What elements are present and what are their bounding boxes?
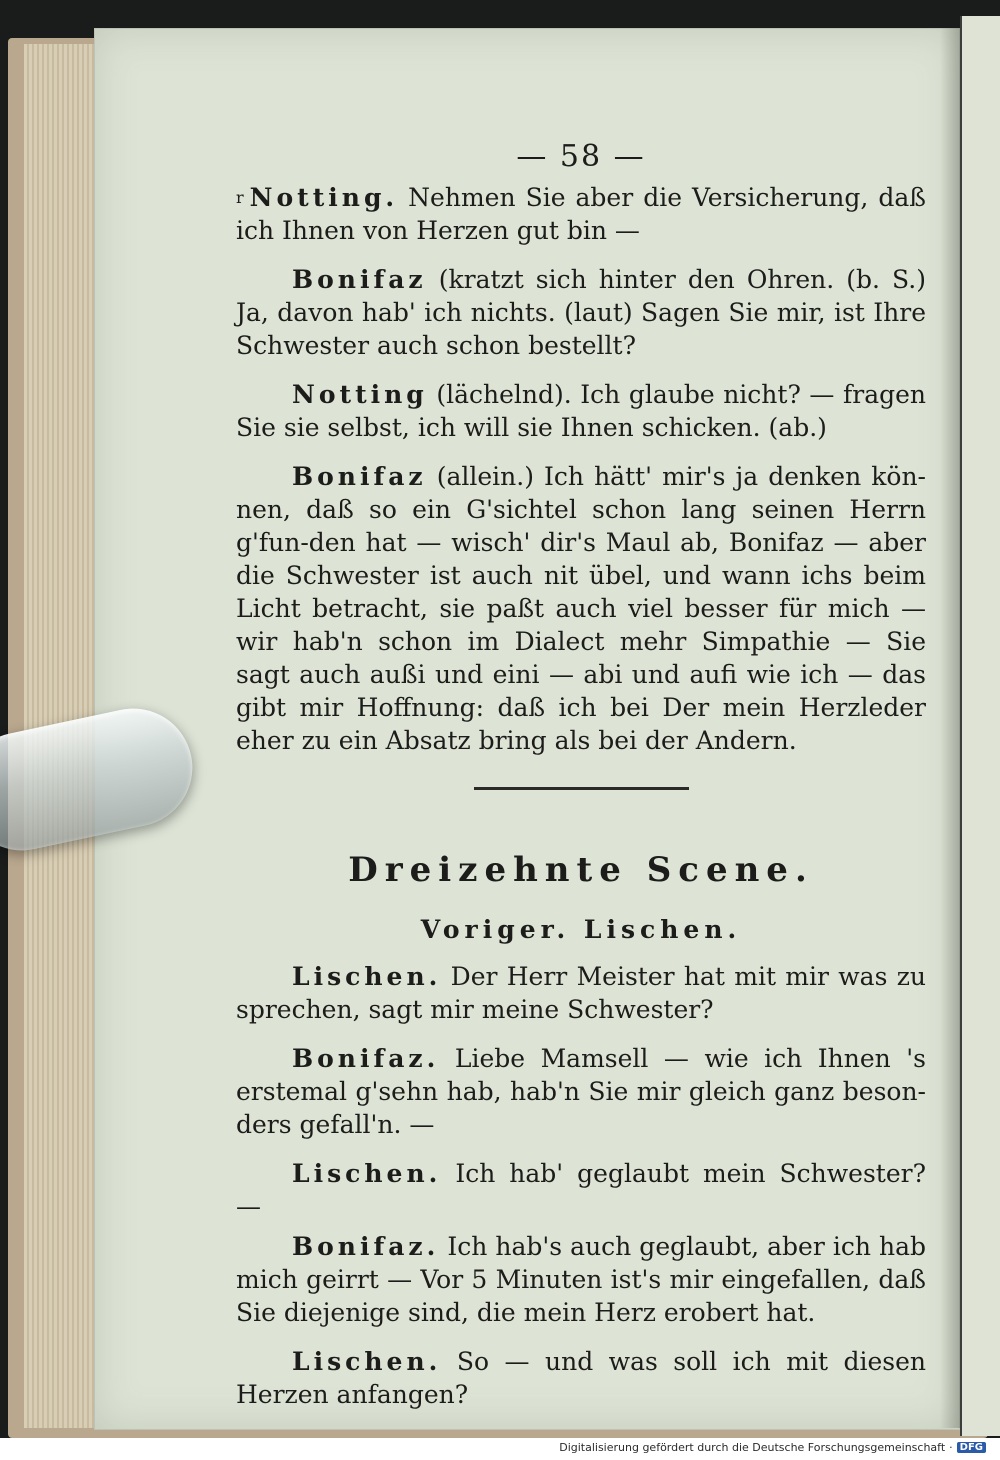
margin-mark: r: [236, 188, 244, 207]
speaker-name: Notting.: [249, 183, 399, 212]
funding-credit: [555, 1439, 990, 1456]
paragraph-4: [236, 460, 926, 757]
speech-text: Ich hab' geglaubt mein Schwester? —: [236, 1159, 926, 1221]
speech-text: Nehmen Sie aber die Versicherung, daß ich Ihnen von Herzen gut bin —: [236, 183, 926, 245]
separator-dot: ·: [949, 1441, 953, 1454]
page-text: [236, 140, 926, 1418]
speech-text: Ich hab's auch geglaubt, aber ich hab mich geirrt — Vor 5 Minuten ist's mir eingefallen, daß Sie diejenige sind, die mein Herz erobert hat.: [236, 1232, 926, 1327]
speaker-name: Bonifaz: [292, 462, 427, 491]
speaker-name: Lischen.: [292, 1159, 442, 1188]
dialogue-1: [236, 960, 926, 1026]
scene-divider: [474, 787, 689, 790]
speaker-name: Bonifaz: [292, 265, 427, 294]
speaker-name: Lischen.: [292, 962, 442, 991]
facing-page-edge: [960, 16, 1000, 1436]
dialogue-4: [236, 1230, 926, 1329]
paragraph-2: [236, 263, 926, 362]
speech-text: So — und was soll ich mit diesen Herzen anfangen?: [236, 1347, 926, 1409]
speech-text: (kratzt sich hinter den Ohren. (b. S.) Ja, davon hab' ich nichts. (laut) Sagen Sie mir, ist Ihre Schwester auch schon bestellt?: [236, 265, 926, 360]
speaker-name: Notting: [292, 380, 428, 409]
speaker-name: Lischen.: [292, 1347, 442, 1376]
speaker-name: Bonifaz.: [292, 1044, 440, 1073]
paragraph-3: [236, 378, 926, 444]
speech-text: Liebe Mamsell — wie ich Ihnen 's erstemal g'sehn hab, hab'n Sie mir gleich ganz beson-ders gefall'n. —: [236, 1044, 926, 1139]
scene-cast: Voriger. Lischen.: [420, 915, 742, 944]
dialogue-3: [236, 1157, 926, 1223]
speech-text: (allein.) Ich hätt' mir's ja denken kön-nen, daß so ein G'sichtel schon lang seinen Herrn g'fun-den hat — wisch' dir's Maul ab, Bonifaz — aber die Schwester ist auch nit übel, und wann ichs beim Licht betracht, sie paßt auch viel besser für mich — wir hab'n schon im Dialect mehr Simpathie — Sie sagt auch außi und eini — abi und aufi wie ich — das gibt mir Hoffnung: daß ich bei Der mein Herzleder eher zu ein Absatz bring als bei der Andern.: [236, 462, 927, 755]
paragraph-1: [236, 181, 926, 247]
scene-title: Dreizehnte Scene.: [348, 850, 814, 890]
dialogue-2: [236, 1042, 926, 1141]
speech-text: (lächelnd). Ich glaube nicht? — fragen Sie sie selbst, ich will sie Ihnen schicken. (ab.): [236, 380, 926, 442]
credit-text: Digitalisierung gefördert durch die Deutsche Forschungsgemeinschaft: [559, 1441, 946, 1454]
gutter-shadow: [940, 28, 962, 1428]
page-number: — 58 —: [516, 139, 646, 174]
speaker-name: Bonifaz.: [292, 1232, 440, 1261]
speech-text: Der Herr Meister hat mit mir was zu sprechen, sagt mir meine Schwester?: [236, 962, 926, 1024]
dfg-logo-icon: DFG: [957, 1442, 986, 1453]
dialogue-5: [236, 1345, 926, 1411]
